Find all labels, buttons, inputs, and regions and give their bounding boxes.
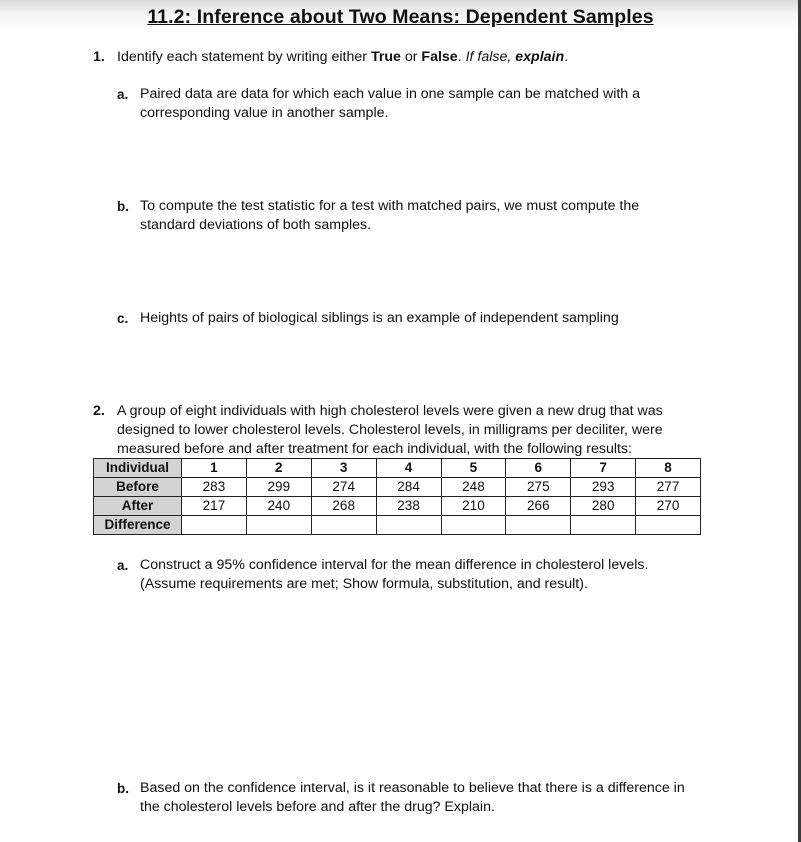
- q1-a-line1: Paired data are data for which each value in one sample can be matched with a: [140, 86, 641, 102]
- individual-cell: 6: [506, 459, 571, 478]
- after-cell: 240: [246, 497, 311, 516]
- page-title: 11.2: Inference about Two Means: Dependent Samples: [147, 6, 654, 28]
- individual-cell: 3: [311, 459, 376, 478]
- before-cell: 275: [506, 478, 571, 497]
- q1-if-false: If false,: [465, 49, 516, 65]
- q1-false-word: False: [421, 49, 458, 65]
- table-row-before: [94, 478, 701, 497]
- individual-cell: 2: [246, 459, 311, 478]
- q2-a-line2: (Assume requirements are met; Show formula, substitution, and result).: [140, 576, 588, 592]
- q1-end: .: [564, 49, 569, 65]
- difference-cell[interactable]: [246, 516, 311, 535]
- q2-line3: measured before and after treatment for each individual, with the following results:: [117, 441, 632, 457]
- difference-cell[interactable]: [571, 516, 636, 535]
- before-cell: 293: [571, 478, 636, 497]
- before-cell: 284: [376, 478, 441, 497]
- before-cell: 277: [636, 478, 701, 497]
- after-cell: 280: [571, 497, 636, 516]
- q2-b-letter: b.: [117, 781, 129, 796]
- difference-cell[interactable]: [636, 516, 701, 535]
- q1-c-statement: Heights of pairs of biological siblings is an example of independent sampling: [140, 310, 619, 326]
- q1-b-line1: To compute the test statistic for a test with matched pairs, we must compute the: [140, 198, 640, 214]
- after-header: After: [94, 497, 182, 516]
- after-cell: 217: [182, 497, 247, 516]
- before-header: Before: [94, 478, 182, 497]
- q2-a-line1: Construct a 95% confidence interval for the mean difference in cholesterol levels.: [140, 557, 649, 573]
- difference-cell[interactable]: [441, 516, 506, 535]
- individual-cell: 7: [571, 459, 636, 478]
- q2-line2: designed to lower cholesterol levels. Cholesterol levels, in milligrams per deciliter, were: [117, 422, 663, 438]
- after-cell: 266: [506, 497, 571, 516]
- question-1-number: 1.: [93, 49, 105, 65]
- after-cell: 238: [376, 497, 441, 516]
- q1-a-line2: corresponding value in another sample.: [140, 105, 389, 121]
- difference-cell[interactable]: [506, 516, 571, 535]
- q1-prefix: Identify each statement by writing either: [117, 49, 371, 65]
- difference-cell[interactable]: [311, 516, 376, 535]
- q1-c-letter: c.: [117, 311, 129, 326]
- before-cell: 299: [246, 478, 311, 497]
- after-cell: 270: [636, 497, 701, 516]
- q2-a-letter: a.: [117, 558, 129, 573]
- difference-cell[interactable]: [376, 516, 441, 535]
- q1-explain: explain: [515, 49, 565, 65]
- after-cell: 210: [441, 497, 506, 516]
- cholesterol-table: [93, 458, 701, 535]
- q2-b-line2: the cholesterol levels before and after the drug? Explain.: [140, 799, 495, 815]
- table-row-difference: [94, 516, 701, 535]
- before-cell: 248: [441, 478, 506, 497]
- before-cell: 274: [311, 478, 376, 497]
- q2-a-prompt: [140, 556, 648, 594]
- q1-b-letter: b.: [117, 199, 129, 214]
- question-1-instructions: [117, 48, 568, 67]
- q1-b-line2: standard deviations of both samples.: [140, 217, 372, 233]
- q1-period: .: [457, 49, 466, 65]
- table-header-row: [94, 459, 701, 478]
- before-cell: 283: [182, 478, 247, 497]
- individual-header: Individual: [94, 459, 182, 478]
- individual-cell: 5: [441, 459, 506, 478]
- q2-b-line1: Based on the confidence interval, is it reasonable to believe that there is a difference in: [140, 780, 685, 796]
- individual-cell: 1: [182, 459, 247, 478]
- q1-a-letter: a.: [117, 87, 129, 102]
- q1-b-statement: [140, 197, 639, 235]
- q2-line1: A group of eight individuals with high cholesterol levels were given a new drug that was: [117, 403, 663, 419]
- q2-b-prompt: [140, 779, 685, 817]
- table-row-after: [94, 497, 701, 516]
- individual-cell: 4: [376, 459, 441, 478]
- difference-cell[interactable]: [182, 516, 247, 535]
- question-2-number: 2.: [93, 403, 105, 419]
- individual-cell: 8: [636, 459, 701, 478]
- after-cell: 268: [311, 497, 376, 516]
- difference-header: Difference: [94, 516, 182, 535]
- question-2-prompt: [117, 402, 663, 459]
- q1-true-word: True: [370, 49, 401, 65]
- q1-a-statement: [140, 85, 640, 123]
- q1-or-word: or: [400, 49, 422, 65]
